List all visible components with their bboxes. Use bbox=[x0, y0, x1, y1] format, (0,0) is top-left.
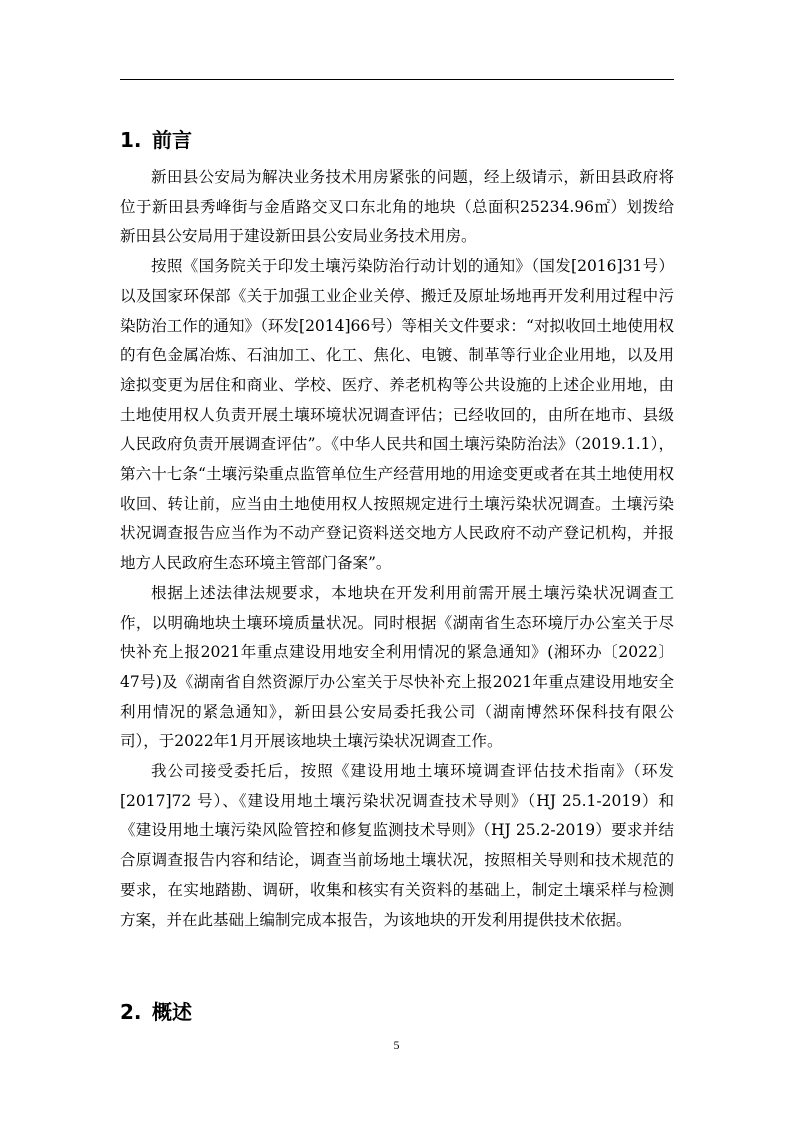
paragraph: 按照《国务院关于印发土壤污染防治行动计划的通知》（国发[2016]31号）以及国家环保部《关于加强工业企业关停、搬迁及原址场地再开发利用过程中污染防治工作的通知》（环发[2014]66号）等相关文件要求：“对拟收回土地使用权的有色金属冶炼、石油加工、化工、焦化、电镀、制革等行业企业用地，以及用途拟变更为居住和商业、学校、医疗、养老机构等公共设施的上述企业用地，由土地使用权人负责开展土壤环境状况调查评估；已经收回的，由所在地市、县级人民政府负责开展调查评估”。《中华人民共和国土壤污染防治法》（2019.1.1），第六十七条“土壤污染重点监管单位生产经营用地的用途变更或者在其土地使用权收回、转让前，应当由土地使用权人按照规定进行土壤污染状况调查。土壤污染状况调查报告应当作为不动产登记资料送交地方人民政府不动产登记机构，并报地方人民政府生态环境主管部门备案”。 bbox=[120, 257, 674, 573]
section-number: 2. bbox=[120, 1000, 142, 1024]
paragraph: 新田县公安局为解决业务技术用房紧张的问题，经上级请示，新田县政府将位于新田县秀峰街与金盾路交叉口东北角的地块（总面积25234.96㎡）划拨给新田县公安局用于建设新田县公安局业务技术用房。 bbox=[120, 168, 674, 246]
paragraph: 我公司接受委托后，按照《建设用地土壤环境调查评估技术指南》（环发[2017]72 号）、《建设用地土壤污染状况调查技术导则》（HJ 25.1-2019）和《建设用地土壤污染风险管控和修复监测技术导则》（HJ 25.2-2019）要求并结合原调查报告内容和结论，调查当前场地土壤状况，按照相关导则和技术规范的要求，在实地踏勘、调研，收集和核实有关资料的基础上，制定土壤采样与检测方案，并在此基础上编制完成本报告，为该地块的开发利用提供技术依据。 bbox=[120, 762, 674, 929]
body-text bbox=[120, 163, 674, 935]
section-number: 1. bbox=[120, 128, 142, 152]
page-number: 5 bbox=[393, 1038, 400, 1052]
paragraph: 根据上述法律法规要求，本地块在开发利用前需开展土壤污染状况调查工作，以明确地块土壤环境质量状况。同时根据《湖南省生态环境厅办公室关于尽快补充上报2021年重点建设用地安全利用情况的紧急通知》(湘环办〔2022〕47号)及《湖南省自然资源厅办公室关于尽快补充上报2021年重点建设用地安全利用情况的紧急通知》，新田县公安局委托我公司（湖南博然环保科技有限公司），于2022年1月开展该地块土壤污染状况调查工作。 bbox=[120, 583, 674, 751]
section-heading-preface bbox=[120, 127, 192, 153]
section-heading-overview bbox=[120, 999, 192, 1025]
section-title: 前言 bbox=[152, 128, 192, 152]
section-title: 概述 bbox=[152, 1000, 192, 1024]
header-rule bbox=[120, 79, 674, 80]
